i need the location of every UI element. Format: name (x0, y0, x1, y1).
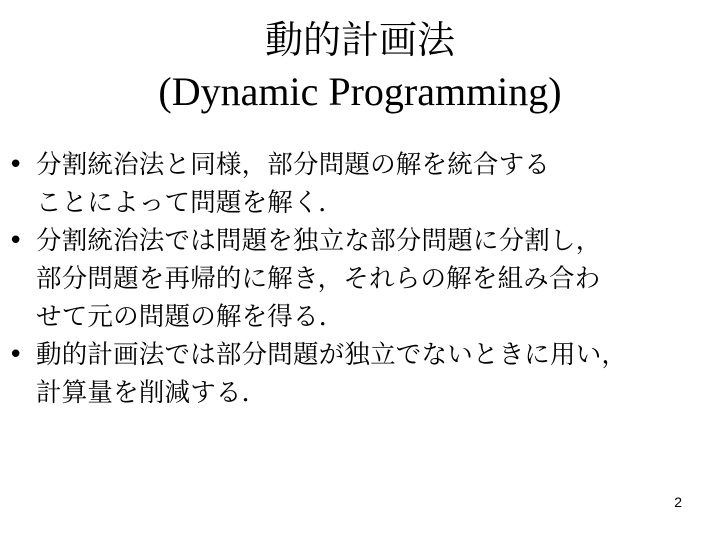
bullet-text-line: 分割統治法では問題を独立な部分問題に分割し， (36, 226, 602, 256)
bullet-text-line: 部分問題を再帰的に解き，それらの解を組み合わ (36, 264, 601, 294)
bullet-icon: • (8, 340, 24, 370)
bullet-text-line: 動的計画法では部分問題が独立でないときに用い， (36, 340, 628, 370)
bullet-item (0, 146, 720, 222)
slide-title: 動的計画法 (264, 18, 455, 62)
slide-subtitle: (Dynamic Programming) (158, 69, 562, 114)
bullet-icon: • (8, 226, 24, 256)
slide-title-block (0, 14, 720, 118)
bullet-list (0, 146, 720, 412)
bullet-item (0, 336, 720, 412)
bullet-text-line: ことによって問題を解く． (36, 188, 344, 218)
bullet-text-line: せて元の問題の解を得る． (36, 302, 345, 332)
bullet-text-line: 計算量を削減する． (36, 378, 268, 408)
bullet-icon: • (8, 150, 24, 180)
bullet-text-line: 分割統治法と同様，部分問題の解を統合する (36, 150, 551, 180)
bullet-item (0, 222, 720, 336)
page-number: 2 (674, 494, 682, 510)
